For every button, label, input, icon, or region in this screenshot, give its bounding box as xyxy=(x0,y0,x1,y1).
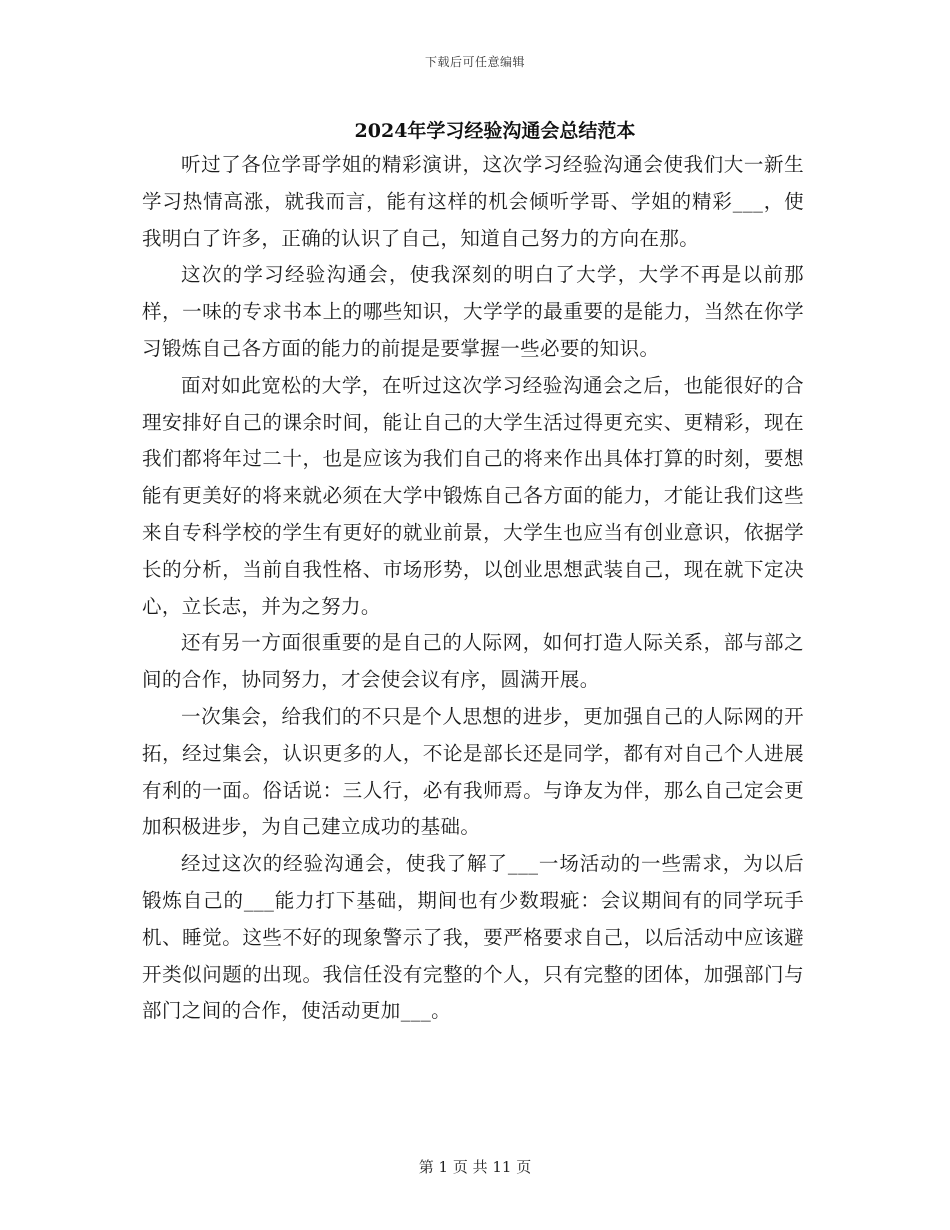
page-number: 第 1 页 共 11 页 xyxy=(418,1158,532,1176)
document-title: 2024年学习经验沟通会总结范本 xyxy=(354,120,636,142)
paragraph: 这次的学习经验沟通会，使我深刻的明白了大学，大学不再是以前那样，一味的专求书本上的哪些知识，大学学的最重要的是能力，当然在你学习锻炼自己各方面的能力的前提是要掌握一些必要的知识。 xyxy=(142,263,804,360)
paragraph: 听过了各位学哥学姐的精彩演讲，这次学习经验沟通会使我们大一新生学习热情高涨，就我而言，能有这样的机会倾听学哥、学姐的精彩___，使我明白了许多，正确的认识了自己，知道自己努力的方向在那。 xyxy=(142,153,804,250)
paragraph: 经过这次的经验沟通会，使我了解了___一场活动的一些需求，为以后锻炼自己的___能力打下基础，期间也有少数瑕疵：会议期间有的同学玩手机、睡觉。这些不好的现象警示了我，要严格要求自己，以后活动中应该避开类似问题的出现。我信任没有完整的个人，只有完整的团体，加强部门与部门之间的合作，使活动更加___。 xyxy=(142,852,804,1023)
paragraph: 还有另一方面很重要的是自己的人际网，如何打造人际关系，部与部之间的合作，协同努力，才会使会议有序，圆满开展。 xyxy=(142,631,804,692)
paragraph: 一次集会，给我们的不只是个人思想的进步，更加强自己的人际网的开拓，经过集会，认识更多的人，不论是部长还是同学，都有对自己个人进展有利的一面。俗话说：三人行，必有我师焉。与诤友为伴，那么自己定会更加积极进步，为自己建立成功的基础。 xyxy=(142,704,804,839)
paragraph: 面对如此宽松的大学，在听过这次学习经验沟通会之后，也能很好的合理安排好自己的课余时间，能让自己的大学生活过得更充实、更精彩，现在我们都将年过二十，也是应该为我们自己的将来作出具体打算的时刻，要想能有更美好的将来就必须在大学中锻炼自己各方面的能力，才能让我们这些来自专科学校的学生有更好的就业前景，大学生也应当有创业意识，依据学长的分析，当前自我性格、市场形势，以创业思想武装自己，现在就下定决心，立长志，并为之努力。 xyxy=(142,373,804,618)
header-note: 下载后可任意编辑 xyxy=(424,55,525,69)
document-body xyxy=(142,147,804,1030)
